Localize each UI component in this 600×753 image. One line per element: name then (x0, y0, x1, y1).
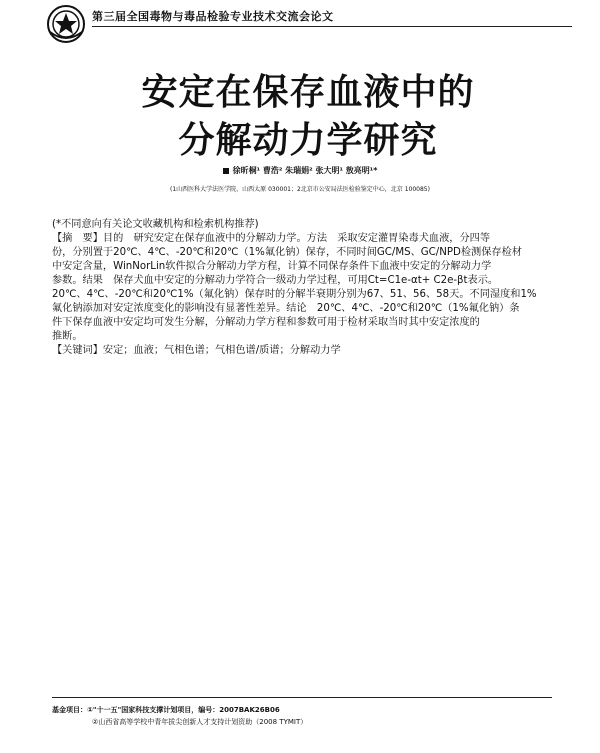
police-emblem-seal-icon (46, 4, 86, 44)
abstract-line: 推断。 (52, 331, 83, 342)
abstract-line: 氟化钠添加对安定浓度变化的影响没有显著性差异。结论 20℃、4℃、-20℃和20℃（1%氟化钠）条 (52, 303, 520, 314)
abstract-line: 份，分别置于20℃、4℃、-20℃和20℃（1%氟化钠）保存，不同时间GC/MS、GC/NPD检测保存检材 (52, 247, 522, 258)
fund-footnote (52, 704, 307, 728)
keywords: 【关键词】安定；血液；气相色谱；气相色谱/质谱；分解动力学 (52, 345, 341, 356)
journal-header: 第三届全国毒物与毒品检验专业技术交流会论文 (92, 10, 334, 23)
abstract-line: 中安定含量，WinNorLin软件拟合分解动力学方程，计算不同保存条件下血液中安定的分解动力学 (52, 261, 492, 272)
abstract-line: 【摘 要】目的 研究安定在保存血液中的分解动力学。方法 采取安定灌胃染毒犬血液，分四等 (52, 233, 491, 244)
recommend-note: (*不同意向有关论文收藏机构和检索机构推荐) (52, 219, 259, 230)
abstract-line: 件下保存血液中安定均可发生分解，分解动力学方程和参数可用于检材采取当时其中安定浓度的 (52, 317, 480, 328)
authors (0, 165, 600, 176)
abstract-block (52, 218, 552, 358)
paper-title-line-2: 分解动力学研究 (178, 119, 438, 161)
fund-line-1: 基金项目：①"十一五"国家科技支撑计划项目，编号：2007BAK26B06 (52, 706, 280, 714)
abstract-line: 参数。结果 保存犬血中安定的分解动力学符合一级动力学过程，可用Ct=C1e-αt+ C2e-βt表示。 (52, 275, 499, 286)
authors-text: 徐昕桐¹ 曹浩² 朱瑞娟² 张大明¹ 敖亮明¹* (232, 166, 378, 175)
fund-line-2: ②山西省高等学校中青年拔尖创新人才支持计划资助（2008 TYMIT） (92, 718, 308, 726)
bullet-square-icon (223, 168, 229, 174)
affiliation: (1山西医科大学法医学院，山西太原 030001；2北京市公安局法医检验鉴定中心，北京 100085) (170, 186, 430, 193)
abstract-line: 20℃、4℃、-20℃和20℃1%（氟化钠）保存时的分解半衰期分别为67、51、56、58天。不同湿度和1% (52, 289, 537, 300)
footnote-rule (52, 697, 552, 698)
paper-title-line-1: 安定在保存血液中的 (141, 71, 475, 113)
header-rule (92, 26, 572, 27)
